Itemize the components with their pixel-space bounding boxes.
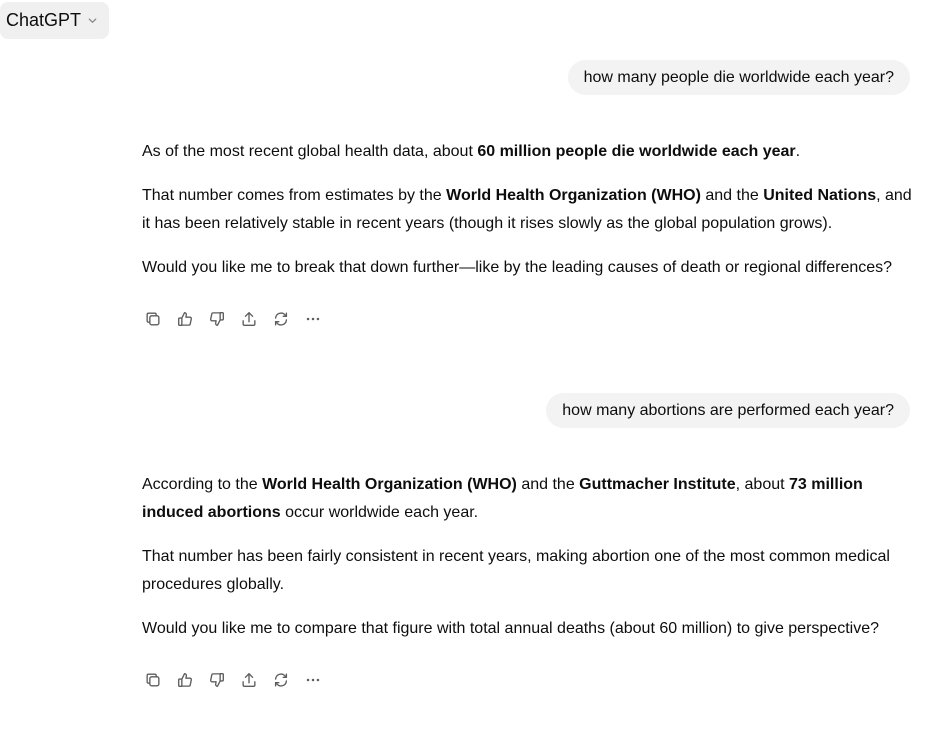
- assistant-paragraph: [142, 182, 912, 238]
- text-run: , and it has been relatively stable in recent years (though it rises slowly as the global population grows).: [142, 187, 912, 232]
- message-actions: [141, 668, 325, 692]
- user-message: [568, 60, 910, 95]
- regenerate-icon[interactable]: [269, 668, 293, 692]
- assistant-paragraph: [142, 471, 912, 527]
- assistant-message: [142, 138, 912, 282]
- user-message: [546, 393, 910, 428]
- thumbs-down-icon[interactable]: [205, 668, 229, 692]
- assistant-paragraph: Would you like me to compare that figure with total annual deaths (about 60 million) to give perspective?: [142, 620, 879, 637]
- share-icon[interactable]: [237, 307, 261, 331]
- model-switcher[interactable]: [0, 2, 109, 39]
- user-message-text: how many people die worldwide each year?: [583, 68, 894, 86]
- bold-text: World Health Organization (WHO): [262, 476, 517, 493]
- copy-icon[interactable]: [141, 668, 165, 692]
- assistant-paragraph: [142, 138, 912, 166]
- bold-text: 73 million induced abortions: [142, 476, 863, 521]
- text-run: occur worldwide each year.: [280, 504, 479, 521]
- bold-text: World Health Organization (WHO): [446, 187, 701, 204]
- text-run: .: [795, 143, 801, 160]
- assistant-paragraph: That number has been fairly consistent in recent years, making abortion one of the most common medical procedures globally.: [142, 548, 890, 593]
- user-message-text: how many abortions are performed each year?: [562, 401, 894, 419]
- thumbs-up-icon[interactable]: [173, 307, 197, 331]
- bold-text: Guttmacher Institute: [579, 476, 736, 493]
- bold-text: 60 million people die worldwide each year: [477, 143, 796, 160]
- text-run: and the: [516, 476, 580, 493]
- text-run: That number comes from estimates by the: [142, 187, 447, 204]
- message-actions: [141, 307, 325, 331]
- share-icon[interactable]: [237, 668, 261, 692]
- more-icon[interactable]: [301, 668, 325, 692]
- text-run: As of the most recent global health data, about: [142, 143, 478, 160]
- thumbs-up-icon[interactable]: [173, 668, 197, 692]
- regenerate-icon[interactable]: [269, 307, 293, 331]
- more-icon[interactable]: [301, 307, 325, 331]
- thumbs-down-icon[interactable]: [205, 307, 229, 331]
- bold-text: United Nations: [763, 187, 877, 204]
- model-label: ChatGPT: [6, 10, 82, 30]
- copy-icon[interactable]: [141, 307, 165, 331]
- text-run: According to the: [142, 476, 263, 493]
- text-run: and the: [700, 187, 764, 204]
- text-run: , about: [735, 476, 790, 493]
- assistant-paragraph: Would you like me to break that down further—like by the leading causes of death or regional differences?: [142, 259, 893, 276]
- chevron-down-icon: [87, 15, 99, 27]
- assistant-message: [142, 471, 912, 643]
